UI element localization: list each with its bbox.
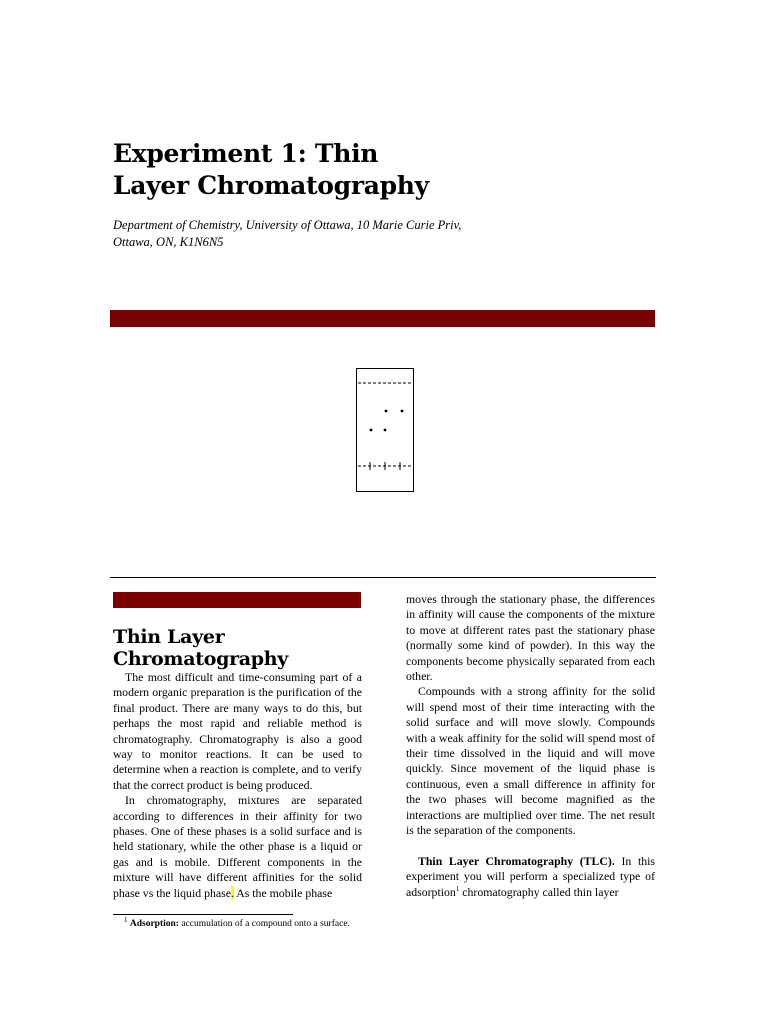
tlc-heading: Thin Layer Chromatography (TLC). <box>418 853 615 868</box>
highlighted-text: . <box>230 885 234 900</box>
paragraph-purification: The most difficult and time-consuming part of a modern organic preparation is the purification of the final product. There are many ways to do this, but perhaps the most rapid and reliable method is chromatography. Chromatography is also a good way to monitor reactions. It can be used to determine when a reaction is complete, and to verify that the correct product is being produced. <box>113 670 362 792</box>
affiliation-line-2: Ottawa, ON, K1N6N5 <box>113 235 224 249</box>
paragraph-text: In chromatography, mixtures are separated according to differences in their affinity for two phases. One of these phases is a solid surface and is held stationary, while the other phase is a liquid or gas and is mobile. Different components in the mixture will have different affinities for the solid phase vs the liquid phase <box>113 793 362 900</box>
title-line-1: Experiment 1: Thin <box>113 139 379 168</box>
page-title <box>113 138 533 202</box>
tlc-plate-diagram-icon <box>356 368 414 492</box>
paragraph-chromatography <box>113 793 362 901</box>
left-column <box>113 670 362 901</box>
section-heading <box>113 626 363 670</box>
title-line-2: Layer Chromatography <box>113 171 429 200</box>
footnote-text: accumulation of a compound onto a surface. <box>178 919 350 929</box>
footnote-term: Adsorption: <box>129 919 179 929</box>
footnote-number: 1 <box>124 915 128 924</box>
section-accent-bar <box>113 592 361 608</box>
affiliation <box>113 217 513 251</box>
section-divider <box>110 577 656 578</box>
section-heading-line-1: Thin Layer <box>113 626 225 648</box>
tlc-text: In this experiment you will perform a specialized type of adsorption <box>406 853 655 899</box>
footnote-divider <box>113 914 293 915</box>
paragraph-affinity: Compounds with a strong affinity for the solid will spend most of their time interacting with the solid surface and will move slowly. Compounds with a weak affinity for the solid will spend most of their time dissolved in the liquid and will move quickly. Since movement of the liquid phase is continuous, even a small difference in affinity for the two phases will become magnified as the interactions are multiplied over time. The net result is the separation of the components. <box>406 684 655 838</box>
paragraph-text-end: As the mobile phase <box>233 885 333 900</box>
header-accent-bar <box>110 310 655 327</box>
section-heading-line-2: Chromatography <box>113 648 289 670</box>
affiliation-line-1: Department of Chemistry, University of Ottawa, 10 Marie Curie Priv, <box>113 218 462 232</box>
footnote <box>124 915 424 931</box>
footnote-reference[interactable]: 1 <box>455 884 460 893</box>
right-column <box>406 592 655 900</box>
paragraph-stationary-phase: moves through the stationary phase, the differences in affinity will cause the components of the mixture to move at different rates past the stationary phase (normally some kind of powder). In this way the components become physically separated from each other. <box>406 592 655 684</box>
paragraph-tlc <box>406 854 655 900</box>
tlc-text-end: chromatography called thin layer <box>459 884 619 899</box>
